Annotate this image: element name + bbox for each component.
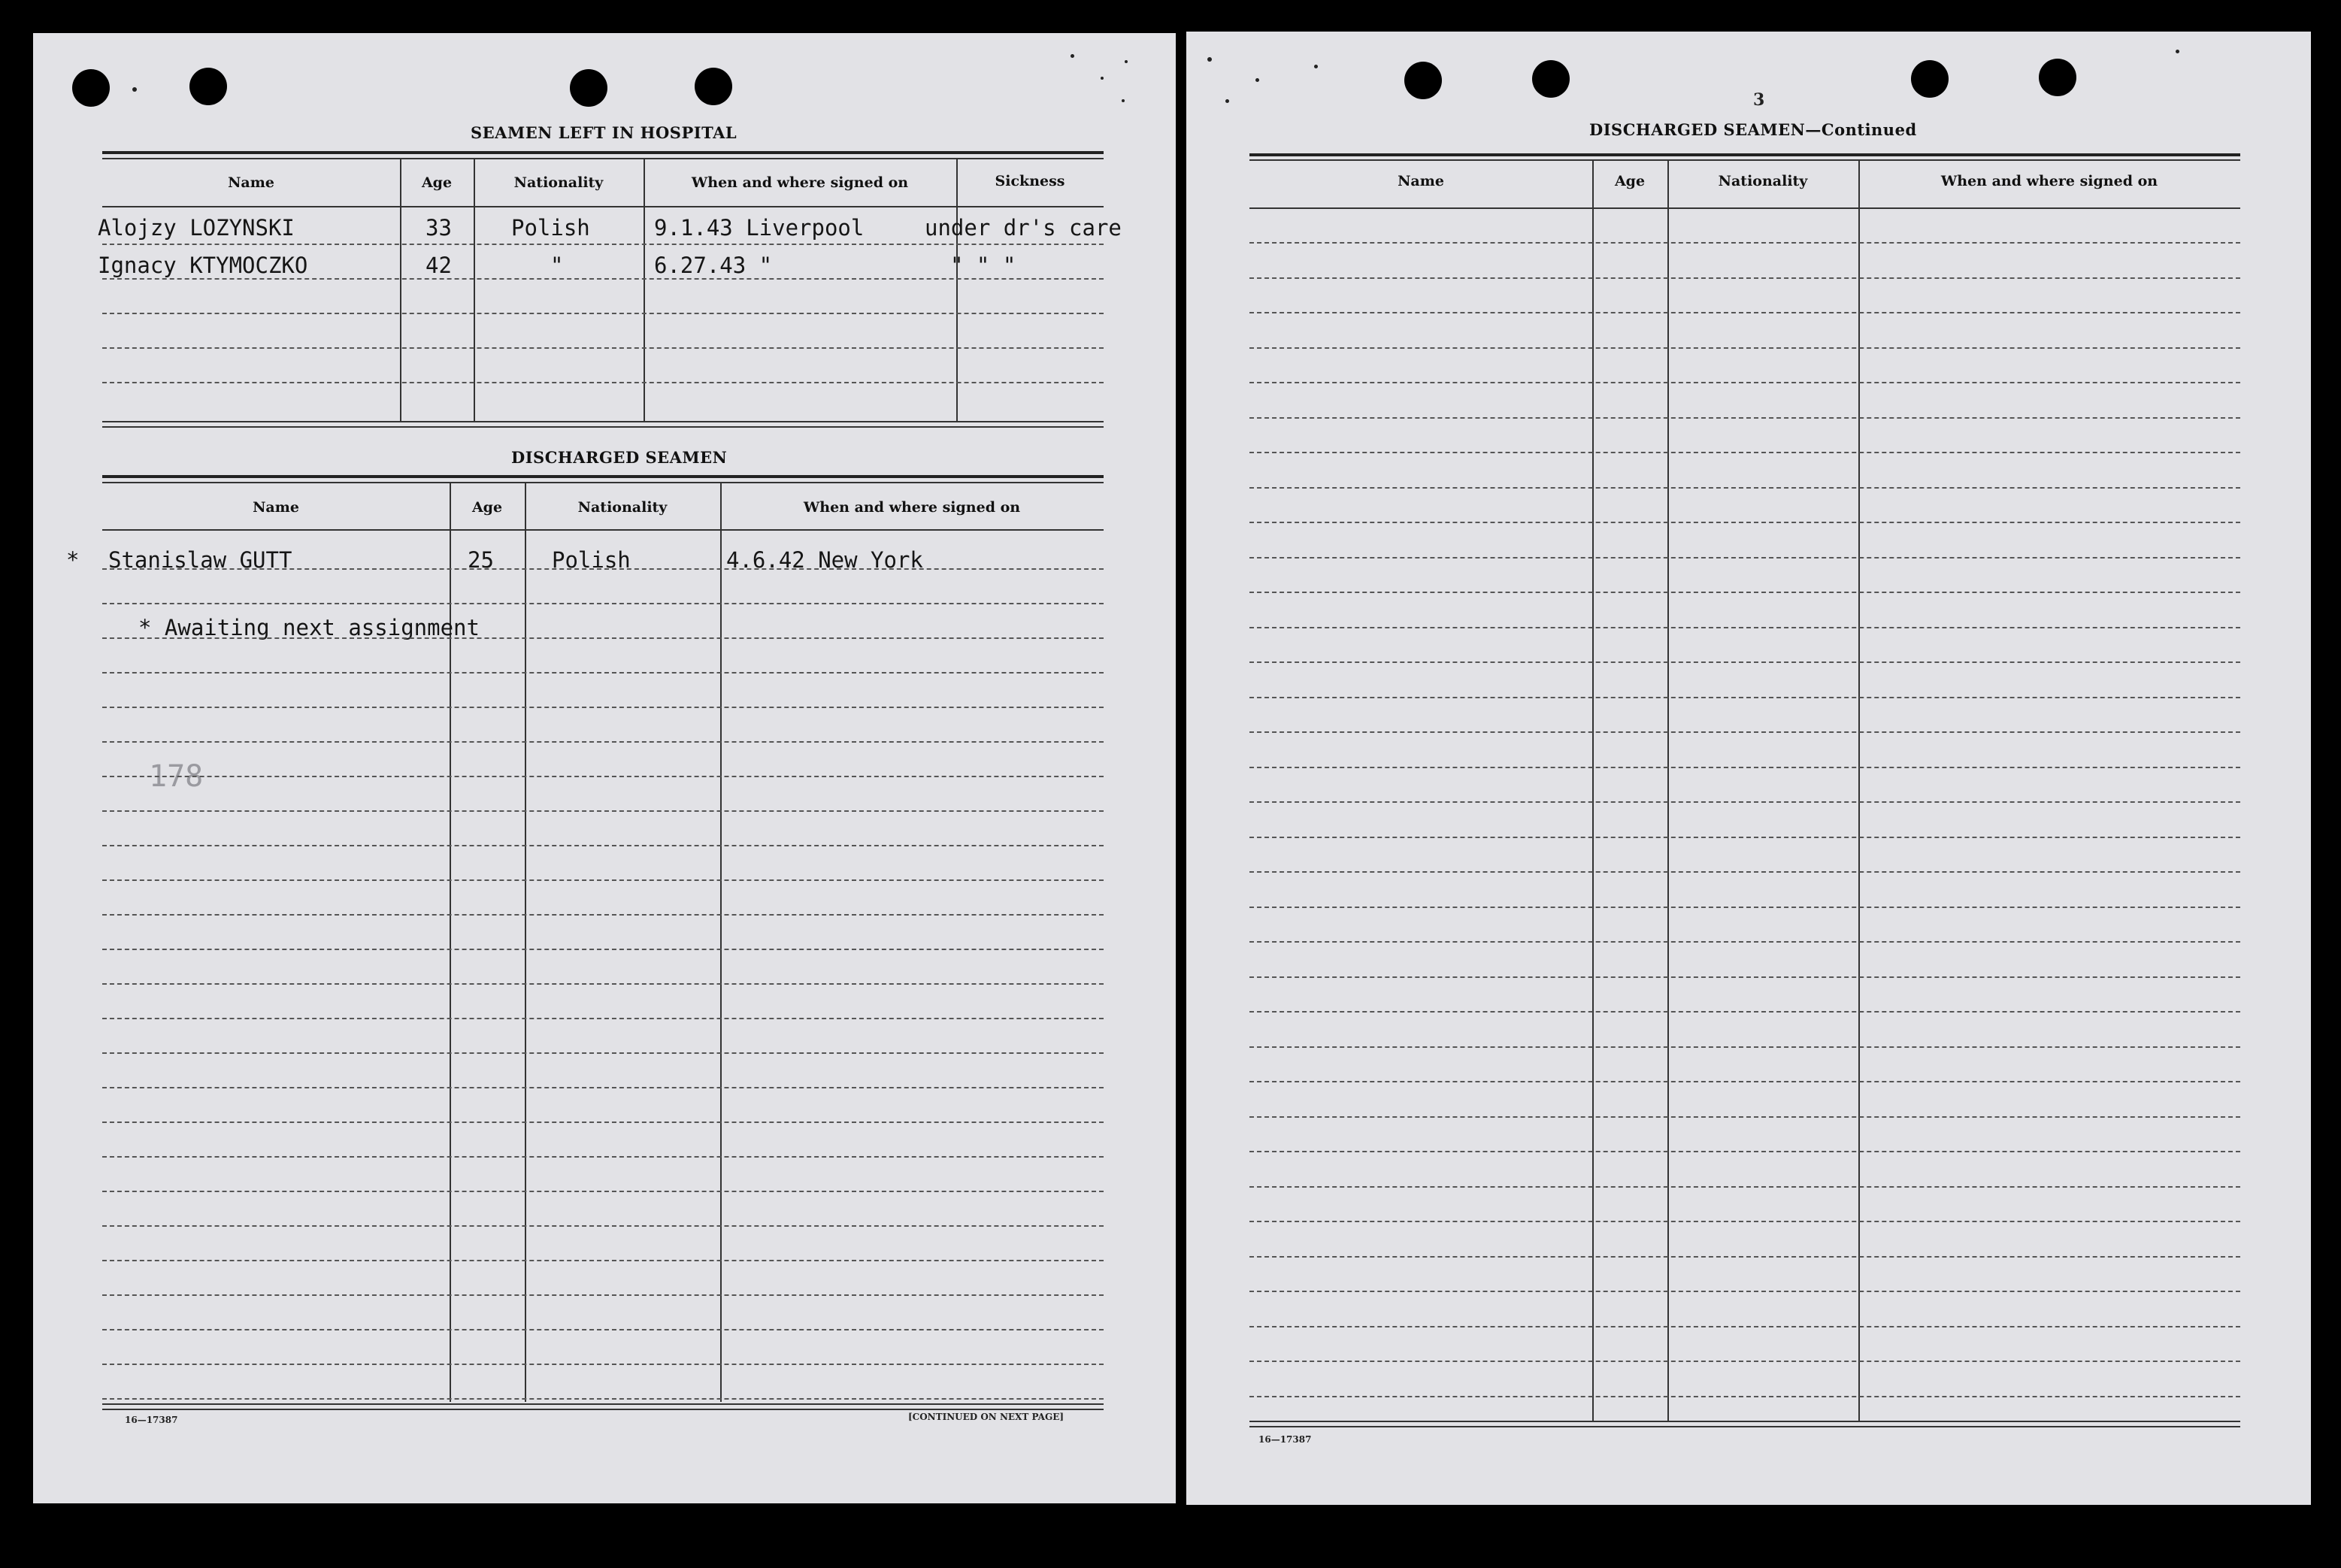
row-line [1249, 1081, 2240, 1082]
row-line [102, 1364, 1104, 1365]
continued-note: [CONTINUED ON NEXT PAGE] [908, 1412, 1065, 1422]
top-rule [102, 475, 1104, 478]
row-line [1249, 1186, 2240, 1188]
row-line [102, 707, 1104, 708]
row-line [102, 603, 1104, 604]
speck [1122, 99, 1125, 102]
punch-hole [1404, 62, 1442, 99]
row-line [1249, 1221, 2240, 1222]
col-head-age: Age [421, 174, 453, 191]
column-divider [1667, 161, 1669, 1421]
row-line [102, 637, 1104, 639]
col-head-signed-on: When and where signed on [691, 174, 909, 191]
hospital-row-sickness: " " " [950, 253, 1016, 278]
column-divider [525, 483, 526, 1402]
row-line [102, 949, 1104, 950]
row-line [102, 1294, 1104, 1296]
row-line [102, 278, 1104, 280]
row-line [1249, 242, 2240, 244]
column-divider [1592, 161, 1594, 1421]
row-line [102, 568, 1104, 570]
bottom-rule [102, 1409, 1104, 1410]
hospital-row-age: 42 [425, 253, 452, 278]
row-line [102, 810, 1104, 812]
row-line [102, 672, 1104, 674]
discharged-row-signed-on: 4.6.42 New York [726, 547, 923, 573]
row-line [1249, 592, 2240, 593]
row-line [102, 1260, 1104, 1261]
col-head-name: Name [1398, 173, 1444, 189]
row-line [1249, 837, 2240, 838]
speck [1125, 60, 1128, 63]
row-line [102, 983, 1104, 985]
row-line [102, 1191, 1104, 1192]
row-line [1249, 1046, 2240, 1048]
speck [132, 87, 137, 92]
speck [1071, 54, 1074, 58]
row-line [1249, 557, 2240, 558]
row-line [1249, 1396, 2240, 1397]
hospital-row-name: Alojzy LOZYNSKI [98, 215, 295, 241]
column-divider [1858, 161, 1860, 1421]
speck [1101, 77, 1104, 80]
row-line [102, 382, 1104, 383]
hospital-section-title: SEAMEN LEFT IN HOSPITAL [471, 123, 737, 142]
row-line [1249, 487, 2240, 489]
row-line [102, 879, 1104, 881]
row-marker: * [66, 547, 80, 573]
row-line [1249, 731, 2240, 733]
col-head-nationality: Nationality [577, 499, 668, 516]
row-line [102, 1087, 1104, 1088]
header-rule [1249, 207, 2240, 209]
column-divider [720, 483, 722, 1402]
header-rule [102, 529, 1104, 531]
form-number: 16—17387 [125, 1415, 178, 1425]
top-rule [1249, 153, 2240, 156]
punch-hole [570, 69, 607, 107]
row-line [1249, 697, 2240, 698]
row-line [1249, 1116, 2240, 1118]
speck [2176, 50, 2179, 53]
punch-hole [695, 68, 732, 105]
speck [1255, 78, 1259, 82]
row-line [1249, 1151, 2240, 1152]
punch-hole [1532, 60, 1570, 98]
row-line [102, 1225, 1104, 1227]
col-head-age: Age [1614, 173, 1646, 189]
top-rule [102, 158, 1104, 159]
punch-hole [72, 69, 110, 107]
row-line [102, 1156, 1104, 1158]
row-line [102, 244, 1104, 245]
row-line [1249, 1326, 2240, 1327]
row-line [1249, 1291, 2240, 1292]
discharged-section-title: DISCHARGED SEAMEN [511, 448, 728, 467]
row-line [102, 1122, 1104, 1123]
col-head-name: Name [228, 174, 274, 191]
discharged-row-nationality: Polish [552, 547, 631, 573]
bottom-rule [102, 426, 1104, 428]
hospital-row-signed-on: 9.1.43 Liverpool [654, 215, 865, 241]
row-line [102, 1398, 1104, 1400]
speck [1225, 99, 1229, 103]
bottom-rule [1249, 1421, 2240, 1422]
row-line [1249, 767, 2240, 768]
row-line [1249, 661, 2240, 663]
row-line [1249, 627, 2240, 628]
col-head-signed-on: When and where signed on [1940, 173, 2158, 189]
form-number: 16—17387 [1258, 1434, 1312, 1445]
col-head-age: Age [471, 499, 503, 516]
right-page [1186, 32, 2311, 1505]
col-head-sickness: Sickness [995, 173, 1065, 189]
row-line [1249, 871, 2240, 873]
row-line [1249, 522, 2240, 523]
top-rule [102, 482, 1104, 483]
hospital-row-name: Ignacy KTYMOCZKO [98, 253, 308, 278]
hospital-row-nationality: " [550, 253, 564, 278]
hospital-row-age: 33 [425, 215, 452, 241]
punch-hole [1911, 60, 1949, 98]
row-line [1249, 907, 2240, 908]
row-line [1249, 347, 2240, 349]
hospital-row-sickness: under dr's care [925, 215, 1122, 241]
row-line [1249, 941, 2240, 943]
row-line [1249, 312, 2240, 313]
top-rule [102, 151, 1104, 154]
hospital-row-signed-on: 6.27.43 " [654, 253, 773, 278]
continued-section-title: DISCHARGED SEAMEN—Continued [1589, 120, 1917, 139]
page-number: 3 [1753, 90, 1765, 110]
bottom-rule [1249, 1426, 2240, 1427]
row-line [1249, 1011, 2240, 1013]
punch-hole [2039, 59, 2076, 96]
hospital-row-nationality: Polish [511, 215, 590, 241]
speck [1207, 57, 1212, 62]
header-rule [102, 206, 1104, 207]
row-line [1249, 452, 2240, 453]
discharged-row-name: Stanislaw GUTT [108, 547, 292, 573]
row-line [102, 313, 1104, 314]
row-line [1249, 1256, 2240, 1258]
discharged-row-age: 25 [468, 547, 494, 573]
row-line [1249, 1361, 2240, 1362]
punch-hole [189, 68, 227, 105]
col-head-nationality: Nationality [513, 174, 604, 191]
discharged-note: * Awaiting next assignment [138, 615, 480, 640]
bottom-rule [102, 421, 1104, 422]
row-line [102, 776, 1104, 777]
row-line [102, 1329, 1104, 1330]
col-head-name: Name [253, 499, 299, 516]
row-line [1249, 976, 2240, 978]
row-line [1249, 277, 2240, 279]
row-line [102, 845, 1104, 846]
row-line [1249, 801, 2240, 803]
col-head-nationality: Nationality [1718, 173, 1808, 189]
row-line [1249, 382, 2240, 383]
row-line [102, 741, 1104, 743]
bottom-rule [102, 1403, 1104, 1405]
row-line [102, 1018, 1104, 1019]
left-page [33, 33, 1176, 1503]
stray-mark: 178 [149, 759, 204, 794]
row-line [102, 1052, 1104, 1054]
row-line [102, 914, 1104, 916]
row-line [1249, 417, 2240, 419]
row-line [102, 347, 1104, 349]
top-rule [1249, 159, 2240, 161]
speck [1314, 65, 1318, 68]
col-head-signed-on: When and where signed on [803, 499, 1021, 516]
